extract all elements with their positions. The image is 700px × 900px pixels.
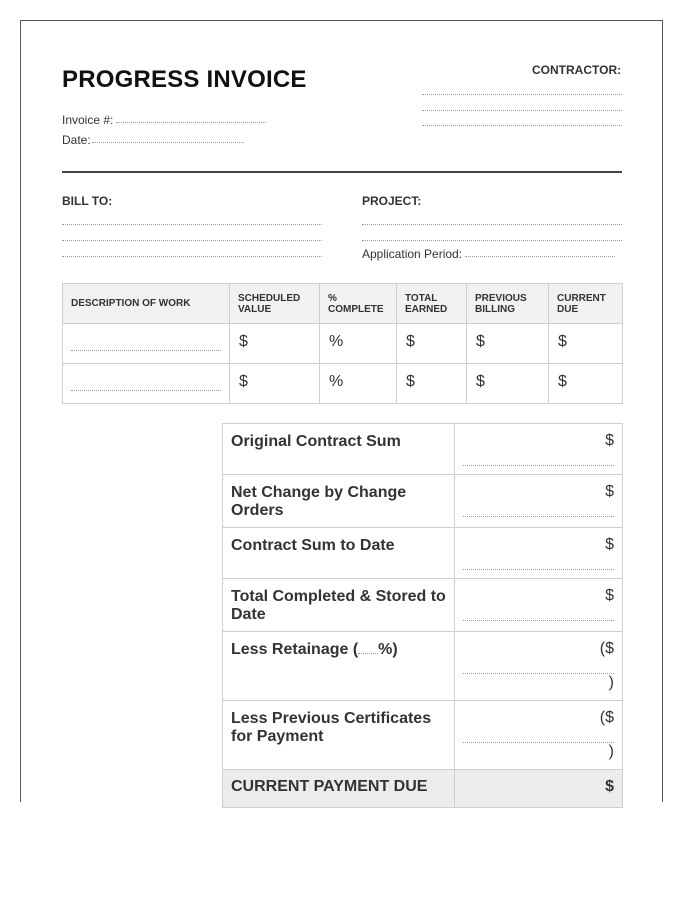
currency-symbol: $ xyxy=(605,778,614,795)
previous-certificates-label: Less Previous Certificates for Payment xyxy=(223,701,455,770)
previous-billing-cell[interactable]: $ xyxy=(467,364,549,404)
currency-symbol: $ xyxy=(605,483,614,500)
current-payment-due-value[interactable] xyxy=(455,770,623,808)
header-previous-billing: PREVIOUS BILLING xyxy=(467,284,549,324)
project-line-1[interactable] xyxy=(362,224,622,225)
total-earned-cell[interactable]: $ xyxy=(397,324,467,364)
total-earned-cell[interactable]: $ xyxy=(397,364,467,404)
currency-open: ($ xyxy=(599,640,614,657)
header-divider xyxy=(62,171,622,173)
summary-row-net-change xyxy=(223,475,623,528)
bill-to-line-3[interactable] xyxy=(62,256,322,257)
project-label: PROJECT: xyxy=(362,194,422,208)
description-cell[interactable] xyxy=(63,324,230,364)
contractor-line-3[interactable] xyxy=(422,125,622,126)
work-table-header-row xyxy=(63,284,623,324)
percent-complete-cell[interactable]: % xyxy=(320,324,397,364)
invoice-sheet xyxy=(20,20,663,802)
scheduled-value-cell[interactable]: $ xyxy=(230,364,320,404)
currency-close: ) xyxy=(608,674,614,691)
bill-to-label: BILL TO: xyxy=(62,194,113,208)
invoice-number-field[interactable] xyxy=(116,122,266,123)
invoice-title: PROGRESS INVOICE xyxy=(62,66,307,93)
header-current-due: CURRENT DUE xyxy=(549,284,623,324)
header-percent-complete: % COMPLETE xyxy=(320,284,397,324)
summary-row-original-contract-sum xyxy=(223,424,623,475)
date-field[interactable] xyxy=(92,142,244,143)
contractor-label: CONTRACTOR: xyxy=(532,63,622,77)
current-due-cell[interactable]: $ xyxy=(549,324,623,364)
currency-symbol: $ xyxy=(605,432,614,449)
currency-open: ($ xyxy=(599,709,614,726)
summary-row-current-payment-due xyxy=(223,770,623,808)
scheduled-value-cell[interactable]: $ xyxy=(230,324,320,364)
header-scheduled-value: SCHEDULED VALUE xyxy=(230,284,320,324)
contract-sum-to-date-value[interactable] xyxy=(455,528,623,579)
retainage-value[interactable] xyxy=(455,632,623,701)
application-period-label: Application Period: xyxy=(362,247,463,261)
retainage-label: Less Retainage ( %) xyxy=(223,632,455,701)
description-cell[interactable] xyxy=(63,364,230,404)
bill-to-line-2[interactable] xyxy=(62,240,322,241)
table-row xyxy=(63,364,623,404)
current-payment-due-label: CURRENT PAYMENT DUE xyxy=(223,770,455,808)
summary-row-retainage xyxy=(223,632,623,701)
currency-symbol: $ xyxy=(605,536,614,553)
table-row xyxy=(63,324,623,364)
contractor-line-1[interactable] xyxy=(422,94,622,95)
summary-row-contract-sum-to-date xyxy=(223,528,623,579)
previous-certificates-value[interactable] xyxy=(455,701,623,770)
total-completed-value[interactable] xyxy=(455,579,623,632)
invoice-number-label: Invoice #: xyxy=(62,113,114,127)
header-total-earned: TOTAL EARNED xyxy=(397,284,467,324)
work-table xyxy=(62,283,623,404)
retainage-percent-field[interactable] xyxy=(358,642,378,654)
contract-sum-to-date-label: Contract Sum to Date xyxy=(223,528,455,579)
header-description-of-work: DESCRIPTION OF WORK xyxy=(63,284,230,324)
summary-table xyxy=(222,423,623,808)
date-label: Date: xyxy=(62,133,91,147)
contractor-line-2[interactable] xyxy=(422,110,622,111)
previous-billing-cell[interactable]: $ xyxy=(467,324,549,364)
summary-row-total-completed xyxy=(223,579,623,632)
total-completed-label: Total Completed & Stored to Date xyxy=(223,579,455,632)
summary-row-previous-certificates xyxy=(223,701,623,770)
original-contract-sum-value[interactable] xyxy=(455,424,623,475)
currency-symbol: $ xyxy=(605,587,614,604)
net-change-label: Net Change by Change Orders xyxy=(223,475,455,528)
project-line-2[interactable] xyxy=(362,240,622,241)
original-contract-sum-label: Original Contract Sum xyxy=(223,424,455,475)
application-period-field[interactable] xyxy=(465,256,615,257)
bill-to-line-1[interactable] xyxy=(62,224,322,225)
currency-close: ) xyxy=(608,743,614,760)
percent-complete-cell[interactable]: % xyxy=(320,364,397,404)
net-change-value[interactable] xyxy=(455,475,623,528)
current-due-cell[interactable]: $ xyxy=(549,364,623,404)
